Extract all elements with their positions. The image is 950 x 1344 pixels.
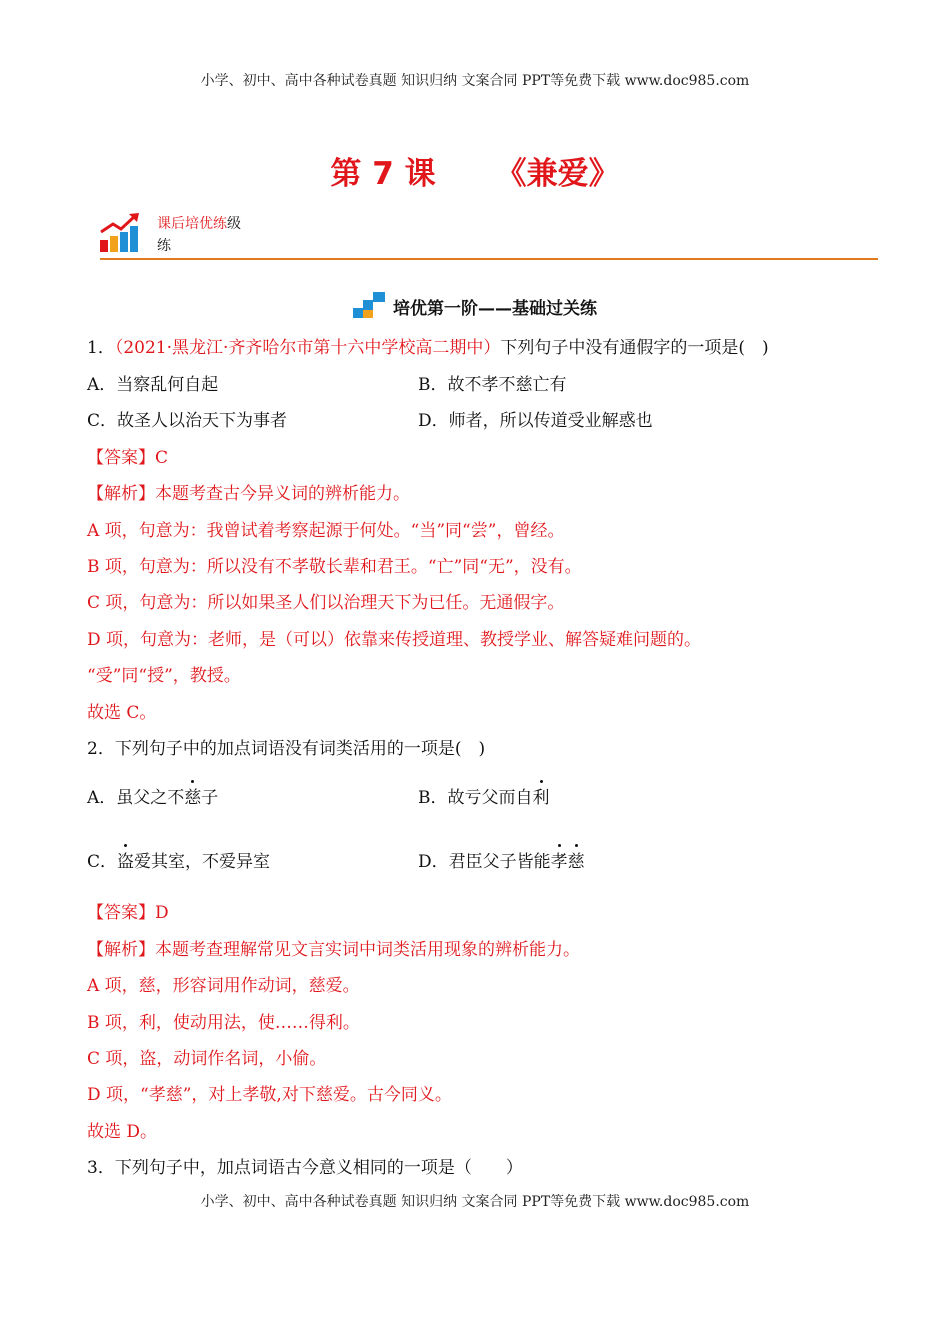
q1-conclusion: 故选 C。	[87, 703, 157, 723]
badge-red-text: 课后培优练	[157, 216, 227, 232]
q2-d-dotted-2: 慈	[567, 852, 585, 872]
q1-analysis-d-note: “受”同“授”，教授。	[87, 666, 241, 686]
section-title-text: 培优第一阶——基础过关练	[393, 299, 597, 319]
lesson-name: 《兼爱》	[495, 156, 620, 192]
q2-a-dotted: 慈	[184, 788, 202, 808]
q2-b-dotted: 利	[532, 788, 550, 808]
q3-stem: 3．下列句子中，加点词语古今意义相同的一项是（ ）	[87, 1158, 523, 1178]
q1-analysis: 【解析】本题考查古今异义词的辨析能力。	[87, 484, 410, 504]
q2-answer: 【答案】D	[87, 903, 169, 923]
page-title	[0, 148, 950, 193]
q2-c-label: C．	[87, 852, 118, 872]
q2-analysis-b: B 项，利，使动用法，使……得利。	[87, 1013, 360, 1033]
lesson-number: 第 7 课	[330, 156, 436, 192]
q1-option-d: D．师者，所以传道受业解惑也	[418, 411, 653, 431]
q2-option-d	[418, 850, 585, 874]
page-header: 小学、初中、高中各种试卷真题 知识归纳 文案合同 PPT等免费下载 www.doc985.com	[200, 73, 750, 89]
page-footer: 小学、初中、高中各种试卷真题 知识归纳 文案合同 PPT等免费下载 www.doc985.com	[200, 1194, 750, 1210]
q1-option-c: C．故圣人以治天下为事者	[87, 411, 288, 431]
badge-label	[157, 213, 241, 257]
q2-analysis: 【解析】本题考查理解常见文言实词中词类活用现象的辨析能力。	[87, 940, 580, 960]
q2-d-text: D．君臣父子皆能	[418, 852, 551, 872]
q2-a-text-end: 子	[201, 788, 219, 808]
q2-b-text: B．故亏父而自	[418, 788, 533, 808]
section-title	[0, 292, 950, 319]
q1-stem	[87, 336, 769, 360]
q2-analysis-a: A 项，慈，形容词用作动词，慈爱。	[87, 976, 360, 996]
q2-option-a	[87, 786, 218, 810]
q2-stem: 2．下列句子中的加点词语没有词类活用的一项是( )	[87, 739, 486, 759]
q2-option-b	[418, 786, 550, 810]
q2-option-c	[87, 850, 270, 874]
q1-option-a: A．当察乱何自起	[87, 375, 219, 395]
q2-c-text: 爱其室，不爱异室	[134, 852, 271, 872]
q1-analysis-b: B 项，句意为：所以没有不孝敬长辈和君王。“亡”同“无”，没有。	[87, 557, 582, 577]
q2-c-dotted: 盗	[117, 852, 135, 872]
q1-answer: 【答案】C	[87, 448, 169, 468]
divider	[100, 258, 878, 260]
q1-analysis-c: C 项，句意为：所以如果圣人们以治理天下为已任。无通假字。	[87, 593, 565, 613]
q1-analysis-a: A 项，句意为：我曾试着考察起源于何处。“当”同“尝”，曾经。	[87, 521, 565, 541]
q1-option-b: B．故不孝不慈亡有	[418, 375, 567, 395]
q1-analysis-d: D 项，句意为：老师，是（可以）依靠来传授道理、教授学业、解答疑难问题的。	[87, 630, 702, 650]
badge-black-text: 级	[227, 216, 241, 232]
q2-analysis-d: D 项，“孝慈”，对上孝敬,对下慈爱。古今同义。	[87, 1085, 452, 1105]
q2-d-dotted-1: 孝	[550, 852, 568, 872]
q2-analysis-c: C 项，盗，动词作名词，小偷。	[87, 1049, 327, 1069]
q1-number: 1．	[87, 338, 115, 358]
growth-chart-icon	[99, 210, 143, 254]
q2-conclusion: 故选 D。	[87, 1122, 158, 1142]
steps-icon	[353, 292, 387, 318]
badge-second-line: 练	[157, 238, 171, 254]
q2-a-text: A．虽父之不	[87, 788, 185, 808]
q1-stem-text: 下列句子中没有通假字的一项是( )	[500, 338, 769, 358]
q1-source: （2021·黑龙江·齐齐哈尔市第十六中学校高二期中）	[114, 338, 501, 358]
